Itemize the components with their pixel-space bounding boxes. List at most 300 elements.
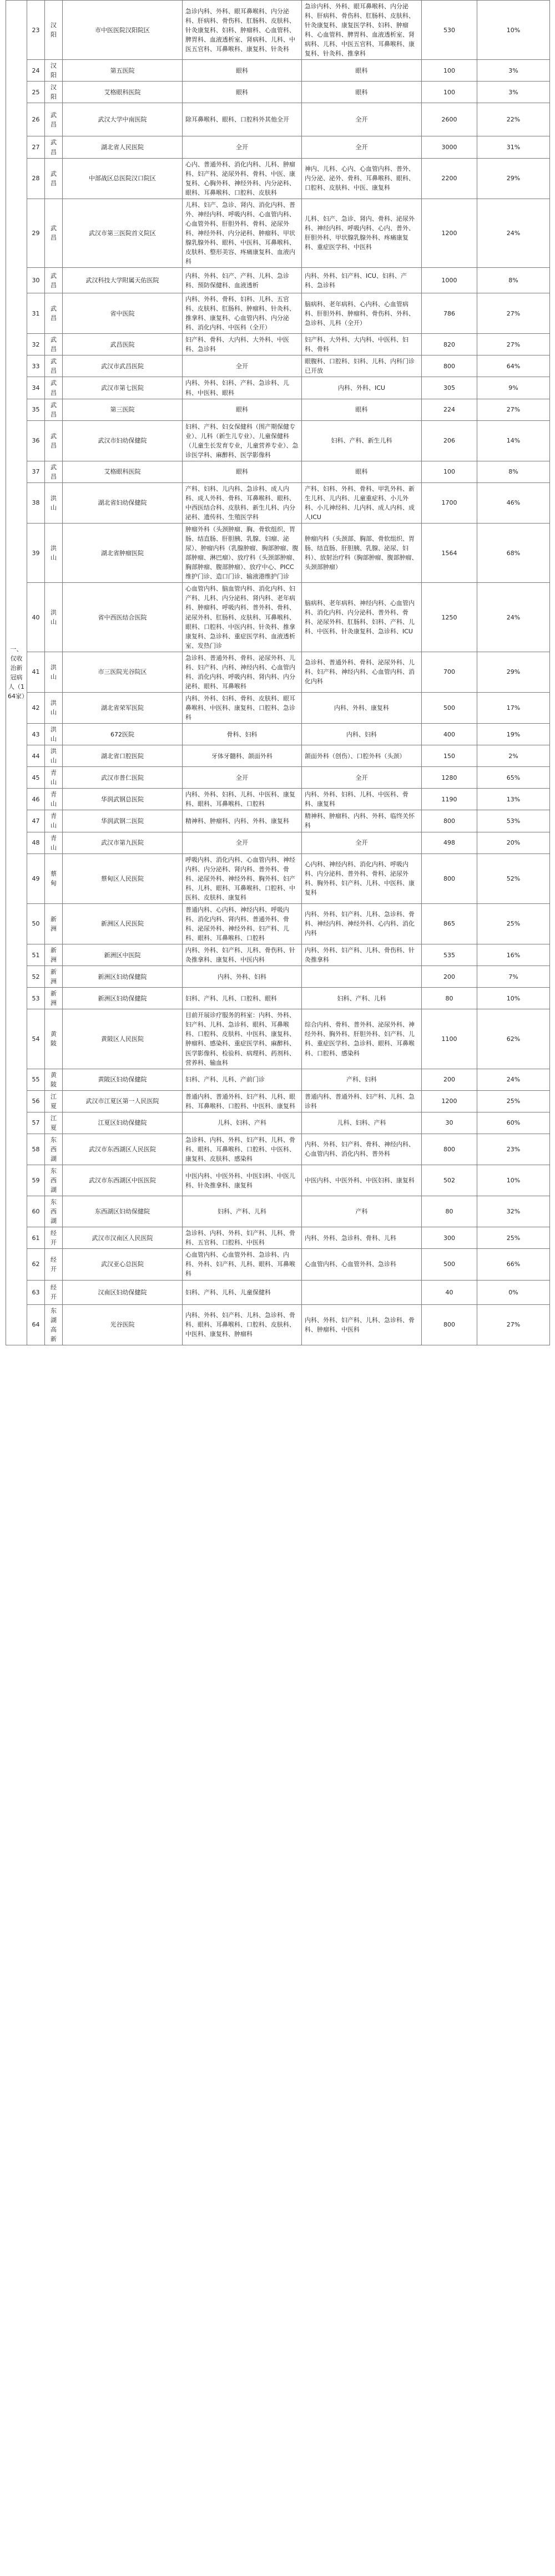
row-number: 35 [27, 399, 45, 420]
bed-count: 1280 [422, 767, 477, 789]
services-before: 呼吸内科、消化内科、心血管内科、神经内科、内分泌科、肾内科、普外科、骨科、泌尿外科、神经外科、胸外科、妇产科、儿科、眼科、耳鼻喉科、口腔科、中医科、皮肤科、康复科 [183, 853, 302, 903]
row-number: 37 [27, 461, 45, 482]
bed-count: 150 [422, 745, 477, 767]
services-after: 内科、外科、妇产科、儿科、急诊科、骨科、肿瘤科、中医科 [302, 1304, 422, 1345]
row-number: 28 [27, 158, 45, 199]
occupancy-percent: 10% [477, 988, 550, 1009]
services-before: 妇科、产科、妇女保健科（围产期保健专业）、儿科（新生儿专业）、儿童保健科（儿童生长发育专业，儿童营养专业）、急诊医学科、麻醉科、医学影像科 [183, 420, 302, 461]
row-number: 44 [27, 745, 45, 767]
services-after: 内科、外科、妇产科、骨科、神经内科、心血管内科、消化内科、普外科 [302, 1134, 422, 1165]
row-number: 26 [27, 103, 45, 136]
occupancy-percent: 2% [477, 745, 550, 767]
row-number: 46 [27, 789, 45, 810]
occupancy-percent: 10% [477, 1165, 550, 1196]
district-cell: 武昌 [45, 399, 63, 420]
occupancy-percent: 9% [477, 377, 550, 399]
district-cell: 蔡甸 [45, 853, 63, 903]
services-after: 内科、妇科 [302, 724, 422, 745]
occupancy-percent: 19% [477, 724, 550, 745]
row-number: 25 [27, 82, 45, 103]
row-number: 62 [27, 1249, 45, 1280]
bed-count: 1100 [422, 1009, 477, 1069]
bed-count: 40 [422, 1280, 477, 1304]
bed-count: 700 [422, 652, 477, 692]
hospital-name: 武汉市汉南区人民医院 [63, 1227, 183, 1249]
hospital-name: 蔡甸区人民医院 [63, 853, 183, 903]
occupancy-percent: 23% [477, 1134, 550, 1165]
hospital-name: 新洲区妇幼保健院 [63, 988, 183, 1009]
services-after: 心内科、神经内科、消化内科、呼吸内科、内分泌科、普外科、骨科、泌尿外科、胸外科、妇产科、儿科、中医科、康复科 [302, 853, 422, 903]
table-row [6, 1112, 550, 1134]
occupancy-percent: 7% [477, 966, 550, 988]
district-cell: 武昌 [45, 268, 63, 293]
services-after: 眼科 [302, 60, 422, 82]
table-row [6, 652, 550, 692]
services-before: 内科、外科、妇科、产科、急诊科、儿科、中医科、眼科 [183, 377, 302, 399]
table-row [6, 1165, 550, 1196]
row-number: 63 [27, 1280, 45, 1304]
services-after: 全开 [302, 832, 422, 853]
hospital-name: 湖北省肿瘤医院 [63, 524, 183, 583]
district-cell: 新洲 [45, 903, 63, 944]
table-row [6, 789, 550, 810]
district-cell: 汉阳 [45, 1, 63, 60]
services-before: 全开 [183, 355, 302, 377]
row-number: 52 [27, 966, 45, 988]
bed-count: 1200 [422, 199, 477, 267]
services-after: 内科、外科、ICU [302, 377, 422, 399]
hospital-name: 武汉市东西湖区中医医院 [63, 1165, 183, 1196]
row-number: 29 [27, 199, 45, 267]
district-cell: 武昌 [45, 377, 63, 399]
row-number: 32 [27, 334, 45, 355]
bed-count: 535 [422, 944, 477, 966]
services-before: 妇科、产科、儿科、产前门诊 [183, 1069, 302, 1090]
services-before: 妇产科、骨科、大内科、大外科、中医科、急诊科 [183, 334, 302, 355]
hospital-name: 武昌医院 [63, 334, 183, 355]
occupancy-percent: 13% [477, 789, 550, 810]
district-cell: 武昌 [45, 293, 63, 334]
table-row [6, 420, 550, 461]
row-number: 41 [27, 652, 45, 692]
occupancy-percent: 24% [477, 583, 550, 652]
table-row [6, 377, 550, 399]
services-before: 普通内科、心内科、神经内科、呼吸内科、消化内科、肾内科、普通外科、骨科、泌尿外科、神经外科、妇产科、儿科、眼科、耳鼻喉科、口腔科 [183, 903, 302, 944]
district-cell: 江夏 [45, 1112, 63, 1134]
hospital-name: 湖北省荣军医院 [63, 692, 183, 723]
occupancy-percent: 29% [477, 652, 550, 692]
table-row [6, 853, 550, 903]
hospital-name: 武汉市东西湖区人民医院 [63, 1134, 183, 1165]
services-before: 眼科 [183, 461, 302, 482]
services-after: 内科、外科、妇科、儿科、中医科、骨科、康复科 [302, 789, 422, 810]
services-after: 儿科、妇产、急诊、肾内、骨科、泌尿外科、神经内科、呼吸内科、心内、普外、肝胆外科、甲状腺乳腺外科、疼痛康复科、重症医学科、中医科 [302, 199, 422, 267]
bed-count: 500 [422, 1249, 477, 1280]
table-row [6, 334, 550, 355]
services-before: 儿科、妇产、急诊、肾内、消化内科、普外、神经内科、呼吸内科、心血管内科、心血管外科、肝胆外科、骨科、泌尿外科、神经外科、内分泌科、肿瘤科、甲状腺乳腺外科、眼科、中医科、耳鼻喉科、皮肤科、整形美容、疼痛康复科、血液内科 [183, 199, 302, 267]
row-number: 59 [27, 1165, 45, 1196]
occupancy-percent: 25% [477, 903, 550, 944]
hospital-name: 武汉市普仁医院 [63, 767, 183, 789]
table-row [6, 158, 550, 199]
district-cell: 洪山 [45, 482, 63, 523]
occupancy-percent: 10% [477, 1, 550, 60]
services-before: 全开 [183, 767, 302, 789]
services-after: 颌面外科（创伤）、口腔外科（头颈） [302, 745, 422, 767]
hospital-name: 市三医院光谷院区 [63, 652, 183, 692]
services-before: 眼科 [183, 60, 302, 82]
services-before: 全开 [183, 136, 302, 158]
district-cell: 武昌 [45, 199, 63, 267]
hospital-name: 黄陂区人民医院 [63, 1009, 183, 1069]
occupancy-percent: 17% [477, 692, 550, 723]
occupancy-percent: 22% [477, 103, 550, 136]
bed-count: 1250 [422, 583, 477, 652]
hospital-name: 新洲区妇幼保健院 [63, 966, 183, 988]
bed-count: 1000 [422, 268, 477, 293]
table-row [6, 399, 550, 420]
occupancy-percent: 27% [477, 334, 550, 355]
hospital-service-table [6, 0, 550, 1345]
row-number: 54 [27, 1009, 45, 1069]
row-number: 31 [27, 293, 45, 334]
bed-count: 1200 [422, 1090, 477, 1112]
row-number: 38 [27, 482, 45, 523]
row-number: 51 [27, 944, 45, 966]
district-cell: 黄陂 [45, 1069, 63, 1090]
services-after: 全开 [302, 136, 422, 158]
row-number: 49 [27, 853, 45, 903]
services-before: 全开 [183, 832, 302, 853]
hospital-name: 武汉市武昌医院 [63, 355, 183, 377]
services-after: 脑病科、老年病科、神经内科、心血管内科、消化内科、内分泌科、普外科、骨科、泌尿外科、肛肠科、妇科、产科、儿科、中医科、针灸康复科、急诊科、ICU [302, 583, 422, 652]
table-row [6, 82, 550, 103]
occupancy-percent: 68% [477, 524, 550, 583]
services-after: 内科、外科、妇产科、儿科、骨伤科、针灸推拿科 [302, 944, 422, 966]
bed-count: 305 [422, 377, 477, 399]
row-number: 36 [27, 420, 45, 461]
row-number: 27 [27, 136, 45, 158]
services-after: 内科、外科、妇产科、ICU、妇科、产科、急诊科 [302, 268, 422, 293]
bed-count: 100 [422, 82, 477, 103]
occupancy-percent: 32% [477, 1196, 550, 1227]
services-after [302, 1280, 422, 1304]
services-after: 产科、妇科 [302, 1069, 422, 1090]
occupancy-percent: 60% [477, 1112, 550, 1134]
table-row [6, 832, 550, 853]
row-number: 40 [27, 583, 45, 652]
row-number: 23 [27, 1, 45, 60]
occupancy-percent: 14% [477, 420, 550, 461]
services-before: 目前开展诊疗服务的科室：内科、外科、妇产科、儿科、急诊科、眼科、耳鼻喉科、口腔科、皮肤科、中医科、康复科、肿瘤科、感染科、重症医学科、麻醉科、医学影像科、检验科、病理科、药剂科、营养科、输血科 [183, 1009, 302, 1069]
services-after: 产科、妇科、外科、骨科、甲乳外科、新生儿科、儿内科、儿童重症科、小儿外科、小儿神经科、儿内科、成人内科、成人ICU [302, 482, 422, 523]
hospital-name: 江夏区妇幼保健院 [63, 1112, 183, 1134]
district-cell: 江夏 [45, 1090, 63, 1112]
hospital-name: 湖北省口腔医院 [63, 745, 183, 767]
bed-count: 1700 [422, 482, 477, 523]
hospital-name: 光谷医院 [63, 1304, 183, 1345]
services-after: 儿科、妇科、产科 [302, 1112, 422, 1134]
occupancy-percent: 25% [477, 1227, 550, 1249]
bed-count: 820 [422, 334, 477, 355]
services-before: 精神科、肿瘤科、内科、外科、康复科 [183, 810, 302, 832]
services-after: 脑病科、老年病科、心内科、心血管病科、肝胆外科、肿瘤科、骨伤科、外科、急诊科、儿科（全开） [302, 293, 422, 334]
services-after: 眼科 [302, 82, 422, 103]
hospital-name: 汉南区妇幼保健院 [63, 1280, 183, 1304]
services-before: 儿科、妇科、产科 [183, 1112, 302, 1134]
row-number: 50 [27, 903, 45, 944]
occupancy-percent: 20% [477, 832, 550, 853]
services-before: 产科、妇科、儿内科、急诊科、成人内科、成人外科、骨科、耳鼻喉科、眼科、中西医结合科、皮肤科、新生儿科、内分泌科、遗传科、生殖医学科 [183, 482, 302, 523]
hospital-name: 第五医院 [63, 60, 183, 82]
district-cell: 东西湖 [45, 1134, 63, 1165]
services-after: 妇科、产科、儿科 [302, 988, 422, 1009]
table-row [6, 1009, 550, 1069]
table-row [6, 903, 550, 944]
table-row [6, 355, 550, 377]
services-before: 内科、外科、妇科、儿科、中医科、康复科、眼科、耳鼻喉科、口腔科 [183, 789, 302, 810]
table-row [6, 461, 550, 482]
services-before: 除耳鼻喉科、眼科、口腔科外其他全开 [183, 103, 302, 136]
table-row [6, 692, 550, 723]
services-before: 牙体牙髓科、颌面外科 [183, 745, 302, 767]
row-number: 60 [27, 1196, 45, 1227]
row-number: 58 [27, 1134, 45, 1165]
bed-count: 800 [422, 1304, 477, 1345]
services-after: 眼腹科、口腔科、妇科、儿科、内科门诊已开放 [302, 355, 422, 377]
table-body [6, 1, 550, 1345]
bed-count: 400 [422, 724, 477, 745]
bed-count: 200 [422, 1069, 477, 1090]
services-after: 眼科 [302, 399, 422, 420]
services-after: 精神科、肿瘤科、内科、外科、临终关怀科 [302, 810, 422, 832]
occupancy-percent: 62% [477, 1009, 550, 1069]
occupancy-percent: 27% [477, 293, 550, 334]
district-cell: 青山 [45, 810, 63, 832]
district-cell: 青山 [45, 789, 63, 810]
hospital-name: 武汉市妇幼保健院 [63, 420, 183, 461]
occupancy-percent: 24% [477, 1069, 550, 1090]
bed-count: 80 [422, 1196, 477, 1227]
district-cell: 洪山 [45, 745, 63, 767]
services-before: 内科、外科、妇科 [183, 966, 302, 988]
table-row [6, 103, 550, 136]
table-row [6, 583, 550, 652]
services-before: 眼科 [183, 399, 302, 420]
hospital-name: 672医院 [63, 724, 183, 745]
row-number: 57 [27, 1112, 45, 1134]
occupancy-percent: 27% [477, 399, 550, 420]
occupancy-percent: 3% [477, 60, 550, 82]
services-before: 心血管内科、心血管外科、急诊科、内科、外科、妇产科、儿科、眼科、耳鼻喉科 [183, 1249, 302, 1280]
hospital-name: 武汉亚心总医院 [63, 1249, 183, 1280]
services-before: 急诊科、内科、外科、妇产科、儿科、骨科、五官科、口腔科、中医科 [183, 1227, 302, 1249]
table-row [6, 767, 550, 789]
services-after: 神内、儿科、心内、心血管内科、普外、内分泌、泌外、骨科、耳鼻喉科、眼科、口腔科、皮肤科、中医、康复科 [302, 158, 422, 199]
row-number: 56 [27, 1090, 45, 1112]
bed-count: 300 [422, 1227, 477, 1249]
table-row [6, 988, 550, 1009]
district-cell: 东西湖 [45, 1196, 63, 1227]
services-before: 内科、外科、妇产、产科、儿科、急诊科、预防保健科、血液透析 [183, 268, 302, 293]
table-row [6, 482, 550, 523]
services-after: 内科、外科、急诊科、骨科、儿科 [302, 1227, 422, 1249]
bed-count: 100 [422, 60, 477, 82]
services-before: 急诊科、普通外科、骨科、泌尿外科、儿科、妇产科、内科、神经内科、心血管内科、消化内科、呼吸内科、肾内科、内分泌科、眼科、耳鼻喉科 [183, 652, 302, 692]
hospital-name: 武汉科技大学附属天佑医院 [63, 268, 183, 293]
hospital-name: 新洲区中医院 [63, 944, 183, 966]
table-row [6, 293, 550, 334]
services-before: 妇科、产科、儿科、儿童保健科 [183, 1280, 302, 1304]
bed-count: 786 [422, 293, 477, 334]
district-cell: 经开 [45, 1227, 63, 1249]
services-before: 内科、外科、妇产科、儿科、骨伤科、针灸推拿科、康复科、中医内科 [183, 944, 302, 966]
hospital-name: 艾格眼科医院 [63, 82, 183, 103]
services-before: 肿瘤外科（头颈肿瘤、胸、骨软组织、胃肠、结直肠、肝胆胰、乳腺、妇瘤、泌尿）、肿瘤内科（乳腺肿瘤、胸部肿瘤、腹部肿瘤、淋巴瘤）、放疗科（头颈部肿瘤、胸部肿瘤、腹部肿瘤）、放疗中心、PICC维护门诊、造口门诊、输液港维护门诊 [183, 524, 302, 583]
hospital-name: 中部战区总医院汉口院区 [63, 158, 183, 199]
table-row [6, 1249, 550, 1280]
hospital-name: 武汉市第七医院 [63, 377, 183, 399]
table-row [6, 1280, 550, 1304]
bed-count: 206 [422, 420, 477, 461]
services-after: 眼科 [302, 461, 422, 482]
services-after: 妇产科、大外科、大内科、中医科、妇科、骨科 [302, 334, 422, 355]
row-number: 43 [27, 724, 45, 745]
table-row [6, 1, 550, 60]
district-cell: 武昌 [45, 461, 63, 482]
district-cell: 青山 [45, 767, 63, 789]
table-row [6, 199, 550, 267]
hospital-name: 华润武钢总医院 [63, 789, 183, 810]
hospital-name: 新洲区人民医院 [63, 903, 183, 944]
services-after: 急诊科、普通外科、骨科、泌尿外科、儿科、妇产科、神经内科、心血管内科、消化内科 [302, 652, 422, 692]
occupancy-percent: 53% [477, 810, 550, 832]
hospital-name: 湖北省妇幼保健院 [63, 482, 183, 523]
district-cell: 洪山 [45, 652, 63, 692]
district-cell: 洪山 [45, 724, 63, 745]
row-number: 24 [27, 60, 45, 82]
services-before: 妇科、产科、儿科 [183, 1196, 302, 1227]
hospital-name: 省中西医结合医院 [63, 583, 183, 652]
occupancy-percent: 24% [477, 199, 550, 267]
occupancy-percent: 65% [477, 767, 550, 789]
occupancy-percent: 46% [477, 482, 550, 523]
hospital-name: 东西湖区妇幼保健院 [63, 1196, 183, 1227]
services-after: 普通内科、普通外科、妇产科、儿科、急诊科 [302, 1090, 422, 1112]
row-number: 33 [27, 355, 45, 377]
services-before: 心血管内科、脑血管内科、消化内科、妇产科、儿科、内分泌科、肾内科、老年病科、肿瘤科、呼吸内科、普外科、骨科、泌尿外科、肛肠科、皮肤科、耳鼻喉科、眼科、口腔科、中医内科、针灸科、推拿康复科、急诊科、重症医学科、血液透析室、发热门诊 [183, 583, 302, 652]
services-before: 普通内科、普通外科、妇产科、儿科、眼科、耳鼻喉科、口腔科、中医科、康复科 [183, 1090, 302, 1112]
occupancy-percent: 52% [477, 853, 550, 903]
occupancy-percent: 8% [477, 268, 550, 293]
services-after: 内科、外科、康复科 [302, 692, 422, 723]
district-cell: 新洲 [45, 944, 63, 966]
row-number: 34 [27, 377, 45, 399]
district-cell: 武昌 [45, 355, 63, 377]
services-before: 内科、外科、妇科、骨科、皮肤科、眼耳鼻喉科、中医科、康复科、口腔科、急诊科 [183, 692, 302, 723]
bed-count: 100 [422, 461, 477, 482]
table-row [6, 268, 550, 293]
occupancy-percent: 16% [477, 944, 550, 966]
district-cell: 黄陂 [45, 1009, 63, 1069]
services-before: 内科、外科、骨科、妇科、儿科、五官科、皮肤科、肛肠科、肿瘤科、针灸科、推拿科、康复科、心血管内科、内分泌科、消化内科、中医科（全开） [183, 293, 302, 334]
district-cell: 经开 [45, 1249, 63, 1280]
services-after: 中医内科、中医外科、中医妇科、康复科 [302, 1165, 422, 1196]
row-number: 64 [27, 1304, 45, 1345]
bed-count: 2200 [422, 158, 477, 199]
occupancy-percent: 8% [477, 461, 550, 482]
table-row [6, 724, 550, 745]
table-row [6, 60, 550, 82]
bed-count: 1564 [422, 524, 477, 583]
hospital-name: 市中医医院汉阳院区 [63, 1, 183, 60]
bed-count: 2600 [422, 103, 477, 136]
hospital-name: 艾格眼科医院 [63, 461, 183, 482]
services-after: 全开 [302, 767, 422, 789]
district-cell: 武昌 [45, 334, 63, 355]
bed-count: 800 [422, 810, 477, 832]
occupancy-percent: 3% [477, 82, 550, 103]
bed-count: 500 [422, 692, 477, 723]
services-after: 产科 [302, 1196, 422, 1227]
bed-count: 800 [422, 853, 477, 903]
bed-count: 498 [422, 832, 477, 853]
services-before: 急诊内科、外科、眼耳鼻喉科、内分泌科、肝病科、骨伤科、肛肠科、皮肤科、针灸康复科、妇科、肿瘤科、心血管科、脾胃科、血液透析室、肾病科、儿科、中医五官科、耳鼻喉科、康复科、针灸科 [183, 1, 302, 60]
row-number: 61 [27, 1227, 45, 1249]
district-cell: 武昌 [45, 420, 63, 461]
district-cell: 汉阳 [45, 82, 63, 103]
occupancy-percent: 27% [477, 1304, 550, 1345]
bed-count: 530 [422, 1, 477, 60]
bed-count: 800 [422, 355, 477, 377]
table-row [6, 966, 550, 988]
district-cell: 武昌 [45, 136, 63, 158]
table-row [6, 1227, 550, 1249]
row-number: 42 [27, 692, 45, 723]
district-cell: 东湖高新 [45, 1304, 63, 1345]
table-row [6, 1134, 550, 1165]
services-before: 眼科 [183, 82, 302, 103]
table-row [6, 524, 550, 583]
table-row [6, 810, 550, 832]
hospital-name: 省中医院 [63, 293, 183, 334]
services-after: 急诊内科、外科、眼耳鼻喉科、内分泌科、肝病科、骨伤科、肛肠科、皮肤科、针灸康复科、康复医学科、妇科、肿瘤科、心血管科、脾胃科、血液透析室、肾病科、儿科、中医五官科、耳鼻喉科、康复科、针灸科、推拿科 [302, 1, 422, 60]
services-after: 内科、外科、妇产科、儿科、急诊科、骨科、神经内科、神经外科、心内科、消化内科 [302, 903, 422, 944]
row-number: 39 [27, 524, 45, 583]
services-before: 妇科、产科、儿科、口腔科、眼科 [183, 988, 302, 1009]
row-number: 53 [27, 988, 45, 1009]
occupancy-percent: 66% [477, 1249, 550, 1280]
services-after: 心血管内科、心血管外科、急诊科 [302, 1249, 422, 1280]
services-before: 急诊科、内科、外科、妇产科、儿科、骨科、眼科、耳鼻喉科、口腔科、中医科、康复科、皮肤科、感染科 [183, 1134, 302, 1165]
row-number: 47 [27, 810, 45, 832]
district-cell: 青山 [45, 832, 63, 853]
hospital-name: 武汉市江夏区第一人民医院 [63, 1090, 183, 1112]
table-row [6, 745, 550, 767]
hospital-name: 湖北省人民医院 [63, 136, 183, 158]
occupancy-percent: 64% [477, 355, 550, 377]
bed-count: 224 [422, 399, 477, 420]
services-after: 全开 [302, 103, 422, 136]
bed-count: 3000 [422, 136, 477, 158]
category-label: 一、仅收治新冠病人（164家） [6, 1, 27, 1345]
bed-count: 200 [422, 966, 477, 988]
district-cell: 洪山 [45, 524, 63, 583]
services-before: 中医内科、中医外科、中医妇科、中医儿科、针灸推拿科、康复科 [183, 1165, 302, 1196]
district-cell: 新洲 [45, 966, 63, 988]
row-number: 48 [27, 832, 45, 853]
bed-count: 80 [422, 988, 477, 1009]
